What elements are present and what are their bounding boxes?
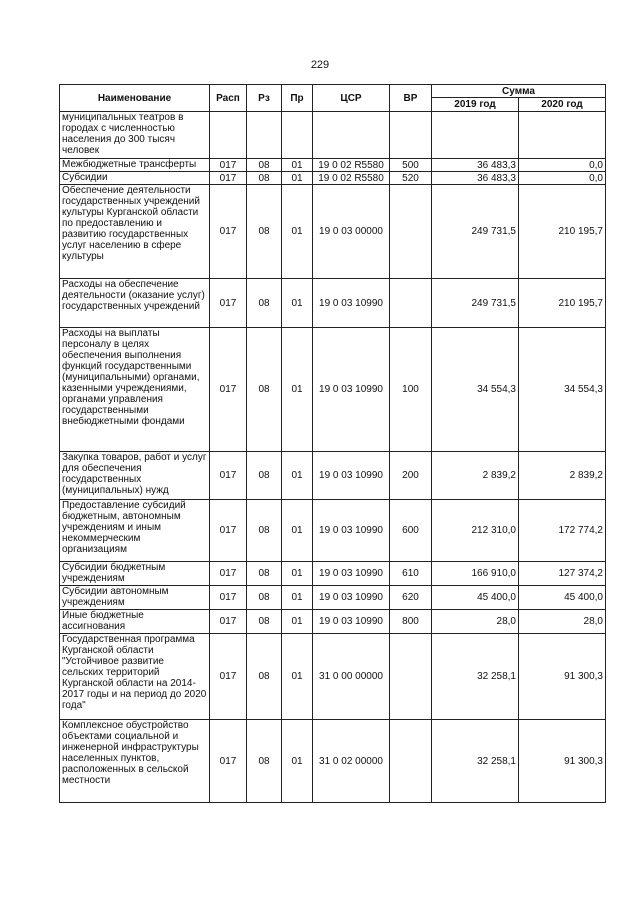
row-sum-2020: 34 554,3 <box>519 328 606 452</box>
row-pr: 01 <box>282 610 313 634</box>
col-header-2019: 2019 год <box>432 98 519 112</box>
row-pr: 01 <box>282 185 313 279</box>
row-sum-2020: 0,0 <box>519 172 606 185</box>
row-csr: 19 0 03 10990 <box>313 279 390 328</box>
table-body <box>60 112 606 803</box>
row-rz: 08 <box>247 720 282 803</box>
row-sum-2019: 212 310,0 <box>432 500 519 562</box>
row-name: Субсидии бюджетным учреждениям <box>60 562 210 586</box>
col-header-2020: 2020 год <box>519 98 606 112</box>
row-csr: 31 0 02 00000 <box>313 720 390 803</box>
page-number: 229 <box>310 59 330 71</box>
row-sum-2019 <box>432 112 519 159</box>
row-pr: 01 <box>282 562 313 586</box>
row-pr: 01 <box>282 634 313 720</box>
row-vr <box>390 720 432 803</box>
row-rz: 08 <box>247 452 282 500</box>
row-vr: 520 <box>390 172 432 185</box>
row-csr: 19 0 03 00000 <box>313 185 390 279</box>
row-sum-2019: 36 483,3 <box>432 159 519 172</box>
row-rasp: 017 <box>210 586 247 610</box>
row-rz: 08 <box>247 562 282 586</box>
row-sum-2019: 32 258,1 <box>432 720 519 803</box>
col-header-pr: Пр <box>282 85 313 112</box>
row-pr: 01 <box>282 500 313 562</box>
row-name: Закупка товаров, работ и услуг для обеспечения государственных (муниципальных) нужд <box>60 452 210 500</box>
col-header-vr: ВР <box>390 85 432 112</box>
row-rz: 08 <box>247 586 282 610</box>
row-csr: 19 0 03 10990 <box>313 586 390 610</box>
row-vr <box>390 279 432 328</box>
row-sum-2020: 91 300,3 <box>519 634 606 720</box>
table-row <box>60 185 606 279</box>
row-vr: 620 <box>390 586 432 610</box>
row-rz <box>247 112 282 159</box>
header-row <box>60 85 606 98</box>
row-rasp: 017 <box>210 500 247 562</box>
row-pr: 01 <box>282 172 313 185</box>
row-sum-2020: 172 774,2 <box>519 500 606 562</box>
row-pr: 01 <box>282 452 313 500</box>
row-rasp: 017 <box>210 452 247 500</box>
row-rz: 08 <box>247 279 282 328</box>
table-row <box>60 610 606 634</box>
table-row <box>60 328 606 452</box>
row-name: Расходы на обеспечение деятельности (оказание услуг) государственных учреждений <box>60 279 210 328</box>
row-sum-2019: 249 731,5 <box>432 185 519 279</box>
row-csr: 19 0 03 10990 <box>313 500 390 562</box>
row-sum-2020: 0,0 <box>519 159 606 172</box>
row-rasp: 017 <box>210 610 247 634</box>
row-name: Комплексное обустройство объектами социальной и инженерной инфраструктуры населенных пунктов, расположенных в сельской местности <box>60 720 210 803</box>
row-rz: 08 <box>247 172 282 185</box>
row-pr: 01 <box>282 279 313 328</box>
row-rz: 08 <box>247 634 282 720</box>
table-row <box>60 500 606 562</box>
col-header-rasp: Расп <box>210 85 247 112</box>
row-sum-2019: 249 731,5 <box>432 279 519 328</box>
row-csr: 19 0 02 R5580 <box>313 172 390 185</box>
row-csr: 19 0 03 10990 <box>313 328 390 452</box>
row-sum-2019: 28,0 <box>432 610 519 634</box>
row-csr: 19 0 03 10990 <box>313 562 390 586</box>
row-name: Расходы на выплаты персоналу в целях обеспечения выполнения функций государственными (муниципальными) органами, казенными учреждениями, органами управления государственными внебюджетными фондами <box>60 328 210 452</box>
table-row <box>60 159 606 172</box>
row-rz: 08 <box>247 610 282 634</box>
row-vr: 600 <box>390 500 432 562</box>
table-row <box>60 172 606 185</box>
row-csr: 19 0 03 10990 <box>313 452 390 500</box>
row-vr <box>390 634 432 720</box>
row-name: Государственная программа Курганской области "Устойчивое развитие сельских территорий Курганской области на 2014-2017 годы и на период до 2020 года" <box>60 634 210 720</box>
table-row <box>60 112 606 159</box>
row-name: Иные бюджетные ассигнования <box>60 610 210 634</box>
row-pr: 01 <box>282 586 313 610</box>
row-csr: 31 0 00 00000 <box>313 634 390 720</box>
row-csr: 19 0 02 R5580 <box>313 159 390 172</box>
budget-table <box>59 84 606 803</box>
row-name: Обеспечение деятельности государственных учреждений культуры Курганской области по предоставлению и развитию государственных услуг населению в сфере культуры <box>60 185 210 279</box>
row-pr: 01 <box>282 720 313 803</box>
row-rasp: 017 <box>210 634 247 720</box>
row-sum-2020: 45 400,0 <box>519 586 606 610</box>
row-rasp: 017 <box>210 279 247 328</box>
row-rz: 08 <box>247 159 282 172</box>
table-row <box>60 586 606 610</box>
col-header-rz: Рз <box>247 85 282 112</box>
row-rz: 08 <box>247 185 282 279</box>
table-row <box>60 634 606 720</box>
row-sum-2019: 166 910,0 <box>432 562 519 586</box>
col-header-sum: Сумма <box>432 85 606 98</box>
col-header-csr: ЦСР <box>313 85 390 112</box>
row-sum-2020: 2 839,2 <box>519 452 606 500</box>
row-sum-2020 <box>519 112 606 159</box>
row-sum-2019: 32 258,1 <box>432 634 519 720</box>
row-vr <box>390 185 432 279</box>
row-vr: 610 <box>390 562 432 586</box>
row-rasp: 017 <box>210 172 247 185</box>
row-sum-2020: 91 300,3 <box>519 720 606 803</box>
row-rasp: 017 <box>210 720 247 803</box>
table-row <box>60 562 606 586</box>
row-sum-2019: 34 554,3 <box>432 328 519 452</box>
row-rasp <box>210 112 247 159</box>
row-name: Субсидии <box>60 172 210 185</box>
row-rz: 08 <box>247 328 282 452</box>
row-sum-2019: 36 483,3 <box>432 172 519 185</box>
row-sum-2020: 210 195,7 <box>519 185 606 279</box>
table-row <box>60 452 606 500</box>
table-row <box>60 279 606 328</box>
row-vr: 200 <box>390 452 432 500</box>
row-vr: 500 <box>390 159 432 172</box>
row-sum-2020: 210 195,7 <box>519 279 606 328</box>
row-vr: 800 <box>390 610 432 634</box>
row-rasp: 017 <box>210 185 247 279</box>
row-sum-2019: 45 400,0 <box>432 586 519 610</box>
row-pr: 01 <box>282 159 313 172</box>
row-rasp: 017 <box>210 328 247 452</box>
row-pr <box>282 112 313 159</box>
row-rasp: 017 <box>210 562 247 586</box>
row-vr <box>390 112 432 159</box>
row-name: Субсидии автономным учреждениям <box>60 586 210 610</box>
row-csr: 19 0 03 10990 <box>313 610 390 634</box>
row-sum-2020: 127 374,2 <box>519 562 606 586</box>
row-vr: 100 <box>390 328 432 452</box>
table-row <box>60 720 606 803</box>
row-rz: 08 <box>247 500 282 562</box>
row-name: Предоставление субсидий бюджетным, автономным учреждениям и иным некоммерческим организациям <box>60 500 210 562</box>
row-name: муниципальных театров в городах с численностью населения до 300 тысяч человек <box>60 112 210 159</box>
row-sum-2019: 2 839,2 <box>432 452 519 500</box>
row-rasp: 017 <box>210 159 247 172</box>
col-header-name: Наименование <box>60 85 210 112</box>
row-pr: 01 <box>282 328 313 452</box>
row-name: Межбюджетные трансферты <box>60 159 210 172</box>
row-sum-2020: 28,0 <box>519 610 606 634</box>
row-csr <box>313 112 390 159</box>
